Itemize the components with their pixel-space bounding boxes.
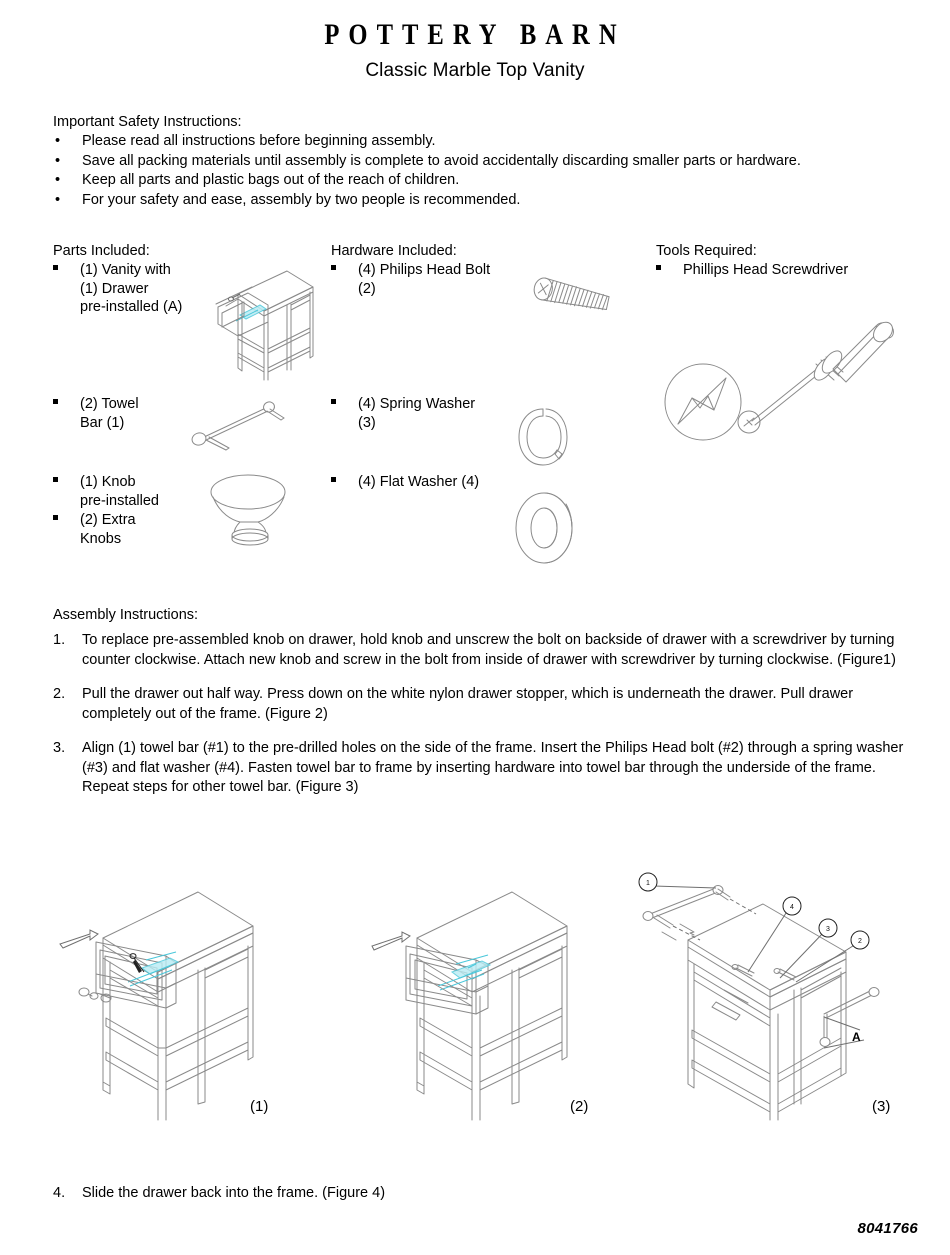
- bullet-glyph: •: [55, 152, 61, 169]
- bolt-illustration: [528, 281, 634, 317]
- step-text: Pull the drawer out half way. Press down on the white nylon drawer stopper, which is underneath the drawer. Pull drawer completely out of the frame. (Figure 2): [82, 686, 854, 722]
- product-title: Classic Marble Top Vanity: [365, 60, 585, 81]
- hardware-heading: Hardware Included:: [331, 243, 457, 259]
- hardware-item-spring-washer: [331, 395, 531, 432]
- tools-heading: Tools Required:: [656, 243, 757, 259]
- bullet-glyph: •: [55, 133, 61, 149]
- assembly-steps: [53, 631, 925, 813]
- step-number: 2.: [53, 686, 66, 702]
- safety-item: [53, 191, 923, 211]
- brand-logo: POTTERY BARN: [324, 18, 626, 51]
- figure-1-illustration: [58, 890, 298, 1120]
- safety-section: [53, 113, 923, 210]
- figure-3-part-label-a: A: [852, 1030, 861, 1044]
- parts-item-line: (1) Knob: [80, 474, 136, 490]
- hardware-item-line: (3): [358, 414, 376, 431]
- assembly-heading: Assembly Instructions:: [53, 607, 199, 623]
- safety-heading: Important Safety Instructions:: [53, 114, 242, 130]
- square-bullet-icon: [53, 265, 58, 270]
- figure-3-callout-3: [819, 919, 837, 937]
- tools-item-line: Phillips Head Screwdriver: [683, 262, 849, 278]
- safety-item-text: For your safety and ease, assembly by two people is recommended.: [82, 191, 521, 208]
- square-bullet-icon: [53, 399, 58, 404]
- assembly-step: [53, 739, 925, 798]
- parts-item-towel-bar: [53, 395, 203, 432]
- parts-item-line: pre-installed (A): [80, 299, 183, 315]
- bullet-glyph: •: [55, 172, 61, 188]
- svg-text:3: 3: [826, 926, 830, 933]
- assembly-step: [53, 631, 925, 670]
- hardware-item-bolt: [331, 261, 531, 298]
- vanity-thumbnail-illustration: [192, 258, 317, 380]
- square-bullet-icon: [331, 477, 336, 482]
- step-number: 3.: [53, 740, 66, 756]
- figure-3-callout-2: [851, 931, 869, 949]
- tools-item-screwdriver: [656, 261, 916, 280]
- screwdriver-illustration: [648, 312, 896, 440]
- figure-3-callout-1: [639, 873, 657, 891]
- square-bullet-icon: [331, 265, 336, 270]
- square-bullet-icon: [331, 399, 336, 404]
- safety-list: [53, 132, 923, 210]
- parts-item-line: Knobs: [80, 530, 122, 547]
- figure-2-illustration: [372, 890, 612, 1120]
- step-number: 1.: [53, 632, 66, 648]
- part-number: 8041766: [857, 1220, 918, 1237]
- flat-washer-illustration: [514, 490, 582, 566]
- hardware-item-flat-washer: [331, 473, 531, 492]
- figure-3-caption: (3): [872, 1098, 891, 1115]
- hardware-item-line: (4) Flat Washer (4): [358, 474, 480, 490]
- parts-item-line: (2) Towel: [80, 396, 139, 412]
- safety-item: [53, 171, 923, 191]
- figure-3-illustration: [628, 862, 891, 1120]
- safety-item-text: Save all packing materials until assembly is complete to avoid accidentally discarding smaller parts or hardware.: [82, 152, 801, 169]
- spring-washer-illustration: [515, 406, 571, 468]
- safety-item-text: Please read all instructions before beginning assembly.: [82, 133, 436, 149]
- towel-bar-illustration: [184, 396, 290, 452]
- hardware-item-line: (2): [358, 280, 376, 297]
- figure-2-caption: (2): [570, 1098, 589, 1115]
- step-text: Align (1) towel bar (#1) to the pre-drilled holes on the side of the frame. Insert the Philips Head bolt (#2) through a spring washer (#3) and flat washer (#4). Fasten towel bar to frame by inserting hardware into towel bar through the underside of the frame. Repeat steps for other towel bar. (Figure 3): [82, 740, 904, 795]
- parts-item-line: (1) Vanity with: [80, 262, 171, 278]
- safety-item: [53, 132, 923, 152]
- svg-text:4: 4: [790, 904, 794, 911]
- svg-text:1: 1: [646, 880, 650, 887]
- assembly-step: [53, 685, 925, 724]
- safety-item-text: Keep all parts and plastic bags out of the reach of children.: [82, 172, 460, 188]
- parts-item-line: pre-installed: [80, 492, 159, 509]
- assembly-step-final: [53, 1184, 782, 1203]
- parts-item-line: Bar (1): [80, 414, 125, 431]
- parts-item-knob: [53, 473, 203, 510]
- parts-item-line: (2) Extra: [80, 512, 136, 528]
- step-number: 4.: [53, 1185, 66, 1201]
- knob-illustration: [196, 470, 304, 548]
- parts-item-vanity: [53, 261, 203, 317]
- square-bullet-icon: [53, 477, 58, 482]
- hardware-item-line: (4) Spring Washer: [358, 396, 476, 412]
- square-bullet-icon: [53, 515, 58, 520]
- bullet-glyph: •: [55, 191, 61, 208]
- parts-heading: Parts Included:: [53, 243, 150, 259]
- svg-text:2: 2: [858, 938, 862, 945]
- parts-item-line: (1) Drawer: [80, 280, 149, 297]
- hardware-item-line: (4) Philips Head Bolt: [358, 262, 491, 278]
- square-bullet-icon: [656, 265, 661, 270]
- step-text: To replace pre-assembled knob on drawer, hold knob and unscrew the bolt on backside of drawer with a screwdriver by turning counter clockwise. Attach new knob and screw in the bolt from inside of drawer with screwdriver by turning clockwise. (Figure1): [82, 632, 896, 668]
- figure-3-callout-4: [783, 897, 801, 915]
- parts-item-extra-knobs: [53, 511, 203, 548]
- safety-item: [53, 152, 923, 172]
- step-text: Slide the drawer back into the frame. (Figure 4): [82, 1185, 386, 1201]
- figure-1-caption: (1): [250, 1098, 269, 1115]
